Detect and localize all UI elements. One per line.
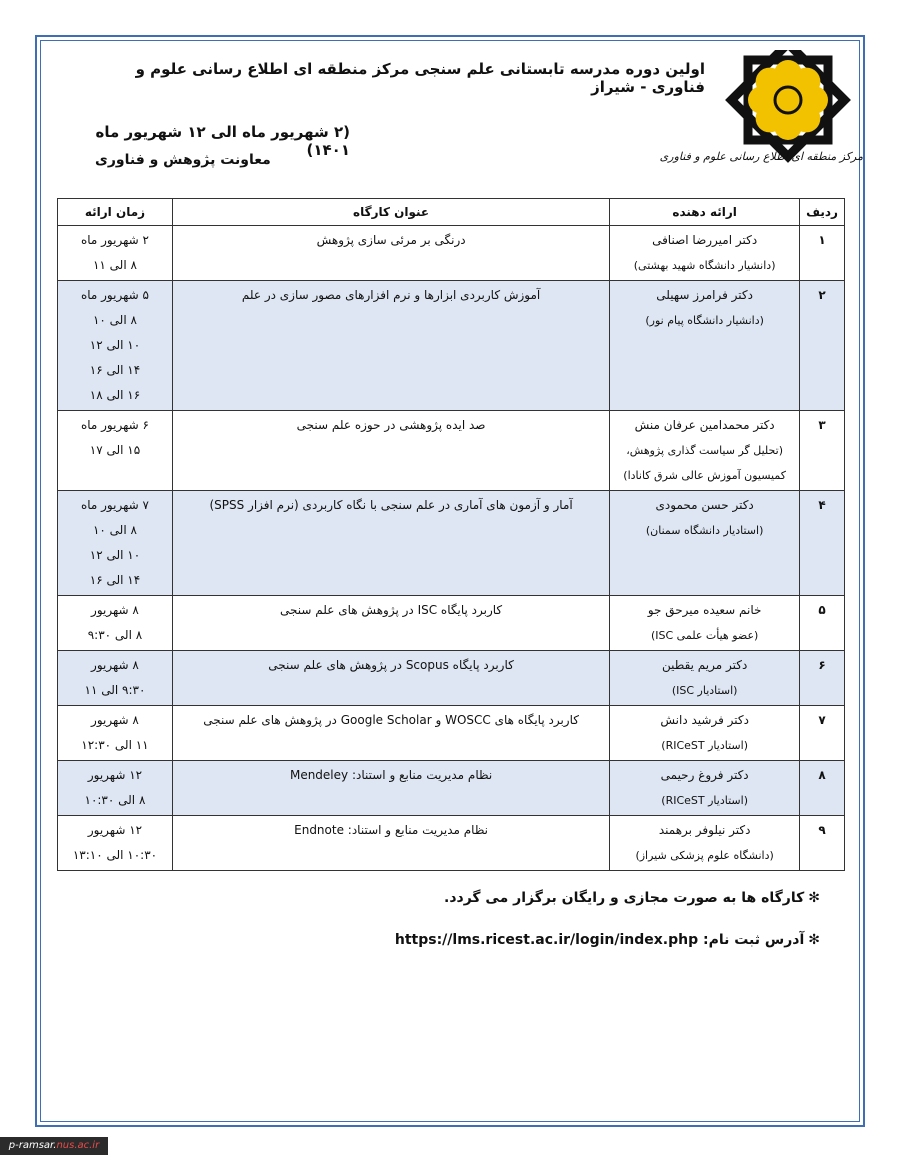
- presenter-affiliation: (تحلیل گر سیاست گذاری پژوهش، کمیسیون آموزش عالی شرق کانادا): [623, 444, 786, 482]
- table-row: [58, 706, 845, 761]
- header-num: ردیف: [800, 199, 845, 226]
- workshop-table: [57, 198, 845, 871]
- asterisk-icon: ✻: [808, 890, 820, 906]
- header-presenter: ارائه دهنده: [610, 199, 800, 226]
- time-line: ۸ الی ۱۰: [92, 523, 137, 537]
- presenter-cell: [610, 411, 800, 491]
- presenter-cell: [610, 596, 800, 651]
- workshop-title: نظام مدیریت منابع و استناد: Endnote: [172, 816, 609, 871]
- time-line: ۸ الی ۱۰: [92, 313, 137, 327]
- header-time: زمان ارائه: [58, 199, 173, 226]
- presenter-cell: [610, 226, 800, 281]
- presenter-name: دکتر مریم یقطین: [661, 658, 748, 672]
- presenter-cell: [610, 706, 800, 761]
- time-line: ۸ شهریور: [91, 603, 139, 617]
- workshop-title: کاربرد پایگاه ISC در پژوهش های علم سنجی: [172, 596, 609, 651]
- presenter-cell: [610, 816, 800, 871]
- presenter-affiliation: (دانشیار دانشگاه شهید بهشتی): [633, 259, 776, 272]
- time-line: ۱۶ الی ۱۸: [89, 388, 141, 402]
- time-cell: [58, 816, 173, 871]
- time-line: ۱۰ الی ۱۲: [89, 338, 141, 352]
- workshop-title: کاربرد پایگاه های WOSCC و Google Scholar در پژوهش های علم سنجی: [172, 706, 609, 761]
- department-label: معاونت پژوهش و فناوری: [95, 152, 271, 168]
- row-number: ۷: [800, 706, 845, 761]
- table-header-row: [58, 199, 845, 226]
- table-row: [58, 596, 845, 651]
- presenter-cell: [610, 651, 800, 706]
- time-line: ۱۵ الی ۱۷: [89, 443, 141, 457]
- workshop-title: نظام مدیریت منابع و استناد: Mendeley: [172, 761, 609, 816]
- time-cell: [58, 706, 173, 761]
- registration-note: [350, 932, 820, 948]
- row-number: ۱: [800, 226, 845, 281]
- presenter-name: دکتر حسن محمودی: [655, 498, 754, 512]
- time-line: ۱۰ الی ۱۲: [89, 548, 141, 562]
- workshop-title: آموزش کاربردی ابزارها و نرم افزارهای مصور سازی در علم: [172, 281, 609, 411]
- presenter-name: خانم سعیده میرحق جو: [647, 603, 762, 617]
- badge-suffix: nus.ac.ir: [56, 1140, 100, 1151]
- workshop-title: آمار و آزمون های آماری در علم سنجی با نگاه کاربردی (نرم افزار SPSS): [172, 491, 609, 596]
- presenter-affiliation: (دانشیار دانشگاه پیام نور): [645, 314, 764, 327]
- time-line: ۷ شهریور ماه: [80, 498, 149, 512]
- table-row: [58, 491, 845, 596]
- presenter-name: دکتر امیررضا اصنافی: [652, 233, 758, 247]
- time-line: ۱۰:۳۰ الی ۱۳:۱۰: [72, 848, 158, 862]
- time-cell: [58, 411, 173, 491]
- registration-link[interactable]: https://lms.ricest.ac.ir/login/index.php: [394, 932, 699, 948]
- table-row: [58, 226, 845, 281]
- logo-caption: مرکز منطقه ای اطلاع رسانی علوم و فناوری: [659, 150, 863, 163]
- row-number: ۴: [800, 491, 845, 596]
- time-line: ۸ الی ۱۱: [92, 258, 137, 272]
- date-range: (۲ شهریور ماه الی ۱۲ شهریور ماه ۱۴۰۱): [95, 123, 350, 159]
- free-note: [350, 890, 820, 906]
- time-line: ۸ الی ۱۰:۳۰: [84, 793, 146, 807]
- row-number: ۵: [800, 596, 845, 651]
- row-number: ۶: [800, 651, 845, 706]
- workshop-title: صد ایده پژوهشی در حوزه علم سنجی: [172, 411, 609, 491]
- time-cell: [58, 651, 173, 706]
- presenter-cell: [610, 281, 800, 411]
- presenter-name: دکتر محمدامین عرفان منش: [634, 418, 775, 432]
- row-number: ۳: [800, 411, 845, 491]
- presenter-affiliation: (دانشگاه علوم پزشکی شیراز): [635, 849, 774, 862]
- time-cell: [58, 491, 173, 596]
- time-line: ۱۲ شهریور: [87, 823, 143, 837]
- presenter-cell: [610, 761, 800, 816]
- presenter-cell: [610, 491, 800, 596]
- time-line: ۸ شهریور: [91, 658, 139, 672]
- table-row: [58, 761, 845, 816]
- time-line: ۵ شهریور ماه: [80, 288, 149, 302]
- row-number: ۲: [800, 281, 845, 411]
- time-line: ۱۴ الی ۱۶: [89, 573, 141, 587]
- asterisk-icon: ✻: [808, 932, 820, 948]
- row-number: ۹: [800, 816, 845, 871]
- presenter-affiliation: (استادیار دانشگاه سمنان): [645, 524, 764, 537]
- workshop-title: درنگی بر مرئی سازی پژوهش: [172, 226, 609, 281]
- time-line: ۱۴ الی ۱۶: [89, 363, 141, 377]
- time-line: ۲ شهریور ماه: [80, 233, 149, 247]
- time-cell: [58, 596, 173, 651]
- time-line: ۸ الی ۹:۳۰: [87, 628, 143, 642]
- page-title: اولین دوره مدرسه تابستانی علم سنجی مرکز منطقه ای اطلاع رسانی علوم و فناوری - شیراز: [135, 60, 705, 96]
- presenter-name: دکتر فروغ رحیمی: [660, 768, 749, 782]
- time-cell: [58, 226, 173, 281]
- free-note-text: کارگاه ها به صورت مجازی و رایگان برگزار می گردد.: [444, 890, 805, 906]
- time-line: ۸ شهریور: [91, 713, 139, 727]
- time-line: ۱۱ الی ۱۲:۳۰: [81, 738, 149, 752]
- time-cell: [58, 761, 173, 816]
- presenter-name: دکتر فرامرز سهیلی: [656, 288, 753, 302]
- time-cell: [58, 281, 173, 411]
- badge-prefix: p-ramsar.: [8, 1140, 57, 1151]
- site-badge[interactable]: [0, 1137, 108, 1155]
- row-number: ۸: [800, 761, 845, 816]
- presenter-affiliation: (استادیار RICeST): [661, 794, 748, 807]
- workshop-title: کاربرد پایگاه Scopus در پژوهش های علم سنجی: [172, 651, 609, 706]
- presenter-affiliation: (استادیار RICeST): [661, 739, 748, 752]
- registration-label: آدرس ثبت نام:: [702, 932, 805, 948]
- table-row: [58, 281, 845, 411]
- table-row: [58, 816, 845, 871]
- header-title: عنوان کارگاه: [172, 199, 609, 226]
- time-line: ۹:۳۰ الی ۱۱: [84, 683, 146, 697]
- presenter-name: دکتر فرشید دانش: [660, 713, 749, 727]
- presenter-affiliation: (عضو هیأت علمی ISC): [650, 629, 759, 642]
- presenter-affiliation: (استادیار ISC): [671, 684, 738, 697]
- table-row: [58, 651, 845, 706]
- time-line: ۶ شهریور ماه: [80, 418, 149, 432]
- presenter-name: دکتر نیلوفر برهمند: [658, 823, 751, 837]
- table-row: [58, 411, 845, 491]
- time-line: ۱۲ شهریور: [87, 768, 143, 782]
